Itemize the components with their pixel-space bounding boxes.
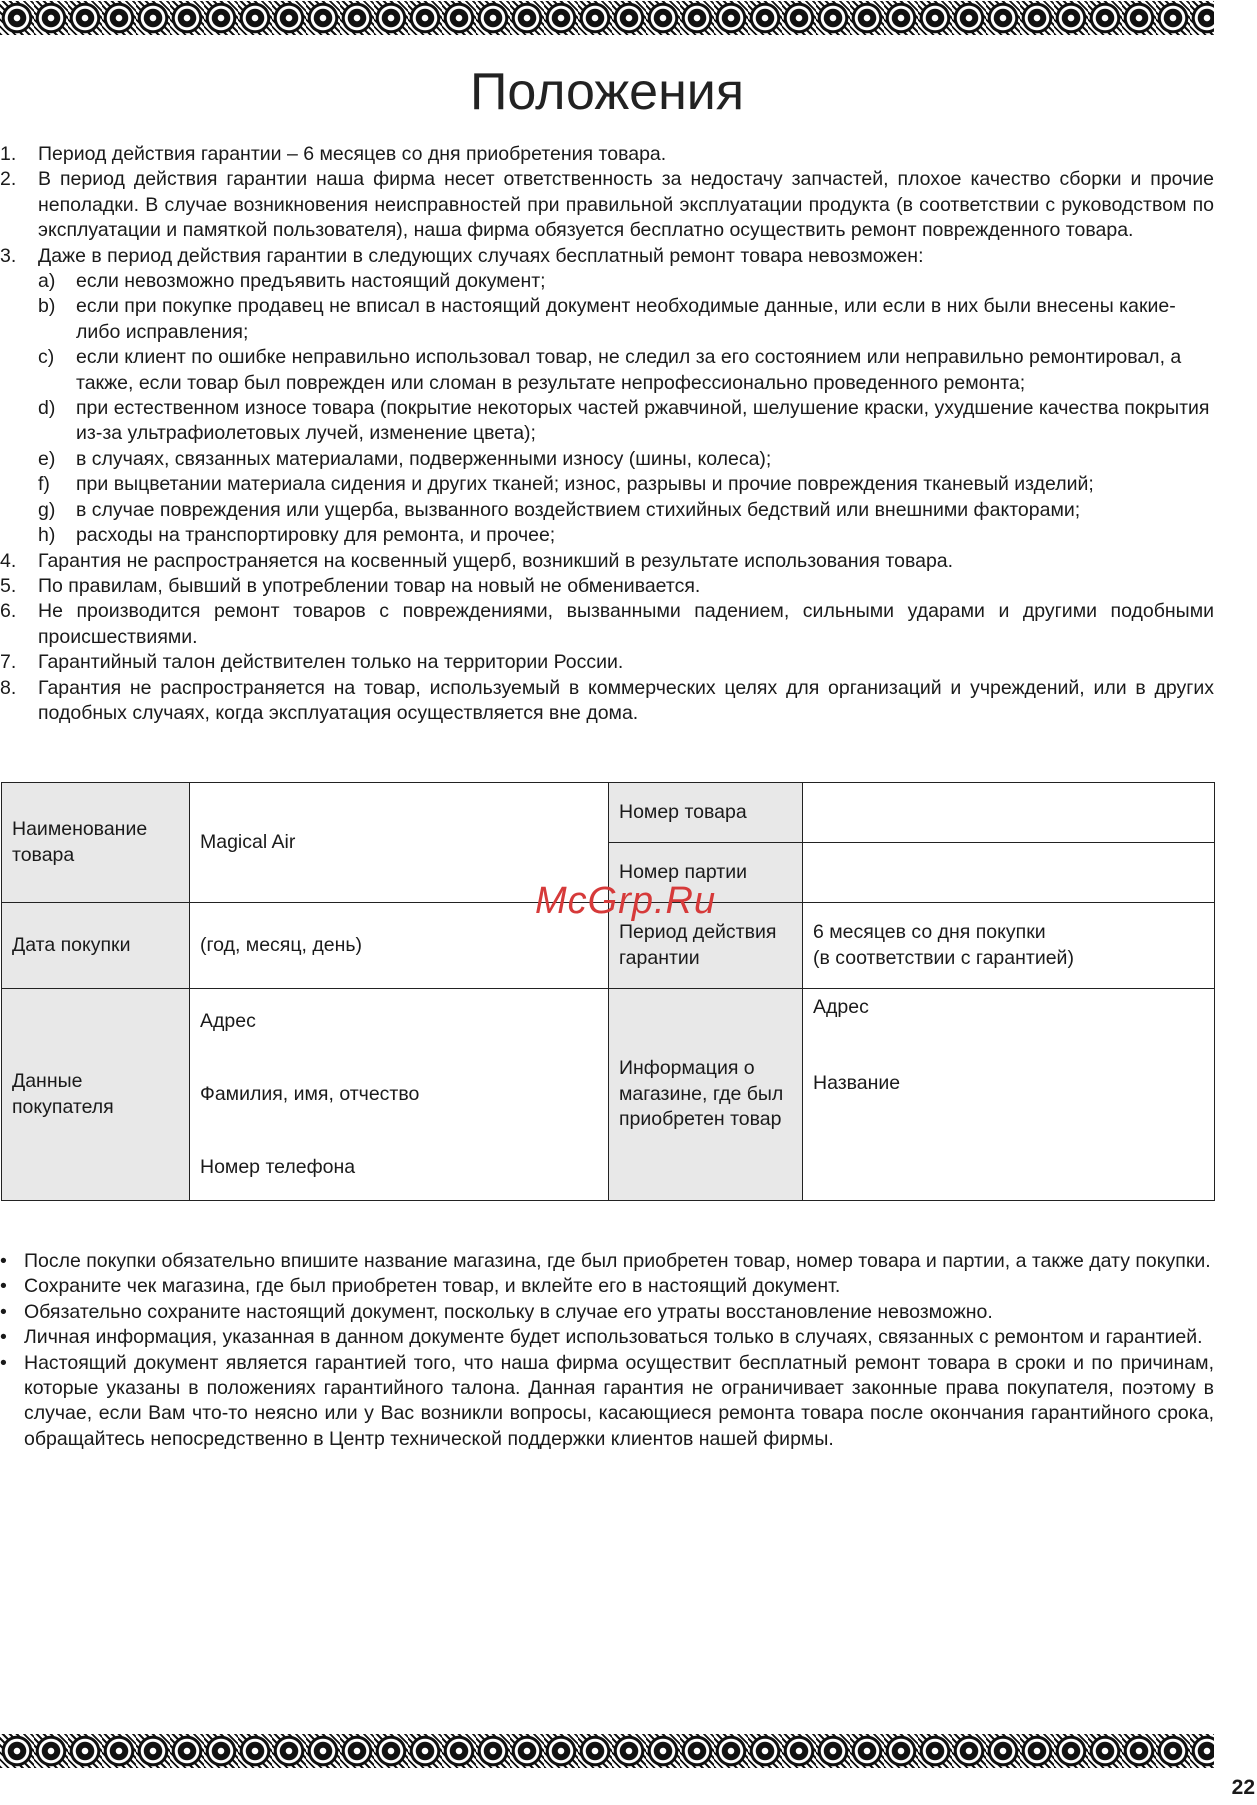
condition-item (0, 676, 1214, 727)
exception-item (38, 269, 1214, 294)
warranty-period-label: Период действия гарантии (609, 903, 803, 989)
product-name-label: Наименование товара (2, 783, 190, 903)
note-item (0, 1274, 1214, 1299)
condition-number: 6. (0, 600, 17, 623)
note-text: После покупки обязательно впишите название магазина, где был приобретен товар, номер товара и партии, а также дату покупки. (24, 1250, 1211, 1272)
conditions-list (0, 142, 1214, 726)
product-number-label: Номер товара (609, 783, 803, 843)
exception-item (38, 396, 1214, 447)
note-item (0, 1249, 1214, 1274)
notes-list (0, 1249, 1214, 1452)
warranty-card-table (1, 782, 1215, 1201)
store-info-fields[interactable] (803, 989, 1215, 1201)
buyer-address-field[interactable]: Адрес (200, 1009, 256, 1032)
exception-letter: g) (38, 498, 56, 521)
watermark: McGrp.Ru (535, 880, 717, 922)
condition-text: Период действия гарантии – 6 месяцев со дня приобретения товара. (38, 143, 667, 165)
condition-text: Не производится ремонт товаров с повреждениями, вызванными падением, сильными ударами и другими подобными происшествиями. (38, 600, 1214, 648)
note-item (0, 1351, 1214, 1453)
exception-text: если клиент по ошибке неправильно использовал товар, не следил за его состоянием или неправильно ремонтировал, а также, если товар был поврежден или сломан в результате непрофессионально проведенного ремонта; (76, 346, 1182, 394)
note-text: Сохраните чек магазина, где был приобретен товар, и вклейте его в настоящий документ. (24, 1275, 841, 1298)
buyer-phone-field[interactable]: Номер телефона (200, 1156, 356, 1179)
condition-item (0, 574, 1214, 599)
exception-letter: f) (38, 473, 50, 496)
condition-text: По правилам, бывший в употреблении товар на новый не обменивается. (38, 574, 701, 597)
page-title: Положения (469, 63, 745, 121)
page-number: 22 (1231, 1776, 1255, 1799)
store-fields-stack (813, 989, 1204, 1173)
exception-item (38, 472, 1214, 497)
condition-item (0, 167, 1214, 243)
bullet-icon: • (0, 1300, 7, 1323)
exception-text: при выцветании материала сидения и других тканей; износ, разрывы и прочие повреждения тканевый изделий; (76, 473, 1094, 496)
exception-item (38, 345, 1214, 396)
batch-number-label: Номер партии (609, 843, 803, 903)
note-text: Обязательно сохраните настоящий документ, поскольку в случае его утраты восстановление невозможно. (24, 1300, 993, 1323)
exception-item (38, 498, 1214, 523)
exception-letter: b) (38, 295, 56, 318)
exception-text: в случае повреждения или ущерба, вызванного воздействием стихийных бедствий или внешними факторами; (76, 498, 1081, 521)
buyer-name-field[interactable]: Фамилия, имя, отчество (200, 1082, 420, 1105)
purchase-date-field[interactable]: (год, месяц, день) (190, 903, 609, 989)
buyer-fields-stack (200, 1003, 598, 1187)
bullet-icon: • (0, 1275, 7, 1298)
note-text: Личная информация, указанная в данном документе будет использоваться только в случаях, связанных с ремонтом и гарантией. (24, 1326, 1203, 1349)
condition-item (0, 549, 1214, 574)
decorative-border-top (0, 1, 1214, 35)
condition-item (0, 244, 1214, 549)
condition-item (0, 599, 1214, 650)
store-info-label: Информация о магазине, где был приобретен товар (609, 989, 803, 1201)
bullet-icon: • (0, 1351, 7, 1374)
exception-item (38, 447, 1214, 472)
exception-letter: c) (38, 346, 55, 369)
condition-number: 5. (0, 574, 17, 597)
condition-number: 4. (0, 549, 17, 572)
condition-text: Гарантия не распространяется на товар, используемый в коммерческих целях для организаций и учреждений, или в других подобных случаях, когда эксплуатация осуществляется вне дома. (38, 676, 1214, 724)
store-name-field[interactable]: Название (813, 1072, 901, 1095)
warranty-period-value (803, 903, 1215, 989)
exception-letter: d) (38, 397, 56, 420)
decorative-border-bottom (0, 1734, 1214, 1768)
condition-number: 8. (0, 676, 17, 699)
condition-item (0, 650, 1214, 675)
product-number-field[interactable] (803, 783, 1215, 843)
condition-number: 1. (0, 143, 17, 165)
note-text: Настоящий документ является гарантией того, что наша фирма осуществит бесплатный ремонт товара в сроки и по причинам, которые указаны в положениях гарантийного талона. Данная гарантия не ограничивает законные права покупателя, поэтому в случае, если Вам что-то неясно или у Вас возникли вопросы, касающиеся ремонта товара после окончания гарантийного срока, обращайтесь непосредственно в Центр технической поддержки клиентов нашей фирмы. (24, 1351, 1214, 1450)
buyer-data-label: Данные покупателя (2, 989, 190, 1201)
exception-letter: a) (38, 270, 56, 293)
condition-text: Гарантия не распространяется на косвенный ущерб, возникший в результате использования товара. (38, 549, 954, 572)
exception-letter: h) (38, 524, 56, 547)
condition-item (0, 142, 1214, 167)
note-item (0, 1300, 1214, 1325)
buyer-data-fields[interactable] (190, 989, 609, 1201)
bullet-icon: • (0, 1326, 7, 1349)
product-name-value: Magical Air (190, 783, 609, 903)
condition-text: В период действия гарантии наша фирма несет ответственность за недостачу запчастей, плохое качество сборки и прочие неполадки. В случае возникновения неисправностей при правильной эксплуатации продукта (в соответствии с руководством по эксплуатации и памяткой пользователя), наша фирма обязуется бесплатно осуществить ремонт поврежденного товара. (38, 168, 1214, 242)
condition-number: 3. (0, 244, 17, 267)
condition-text: Даже в период действия гарантии в следующих случаях бесплатный ремонт товара невозможен: (38, 244, 924, 267)
exception-text: при естественном износе товара (покрытие некоторых частей ржавчиной, шелушение краски, ухудшение качества покрытия из-за ультрафиолетовых лучей, изменение цвета); (76, 397, 1210, 445)
bullet-icon: • (0, 1250, 7, 1272)
exception-text: если при покупке продавец не вписал в настоящий документ необходимые данные, или если в них были внесены какие-либо исправления; (76, 295, 1176, 343)
condition-number: 2. (0, 168, 17, 191)
exception-item (38, 294, 1214, 345)
exception-text: в случаях, связанных материалами, подверженными износу (шины, колеса); (76, 447, 772, 470)
exception-text: расходы на транспортировку для ремонта, и прочее; (76, 524, 556, 547)
warranty-period-line: 6 месяцев со дня покупки (813, 921, 1046, 944)
condition-text: Гарантийный талон действителен только на территории России. (38, 651, 624, 674)
batch-number-field[interactable] (803, 843, 1215, 903)
exception-item (38, 523, 1214, 548)
purchase-date-label: Дата покупки (2, 903, 190, 989)
exception-letter: e) (38, 447, 56, 470)
warranty-period-line: (в соответствии с гарантией) (813, 946, 1074, 969)
exception-text: если невозможно предъявить настоящий документ; (76, 270, 546, 293)
note-item (0, 1325, 1214, 1350)
condition-number: 7. (0, 651, 17, 674)
exceptions-list (38, 269, 1214, 548)
store-address-field[interactable]: Адрес (813, 996, 869, 1018)
